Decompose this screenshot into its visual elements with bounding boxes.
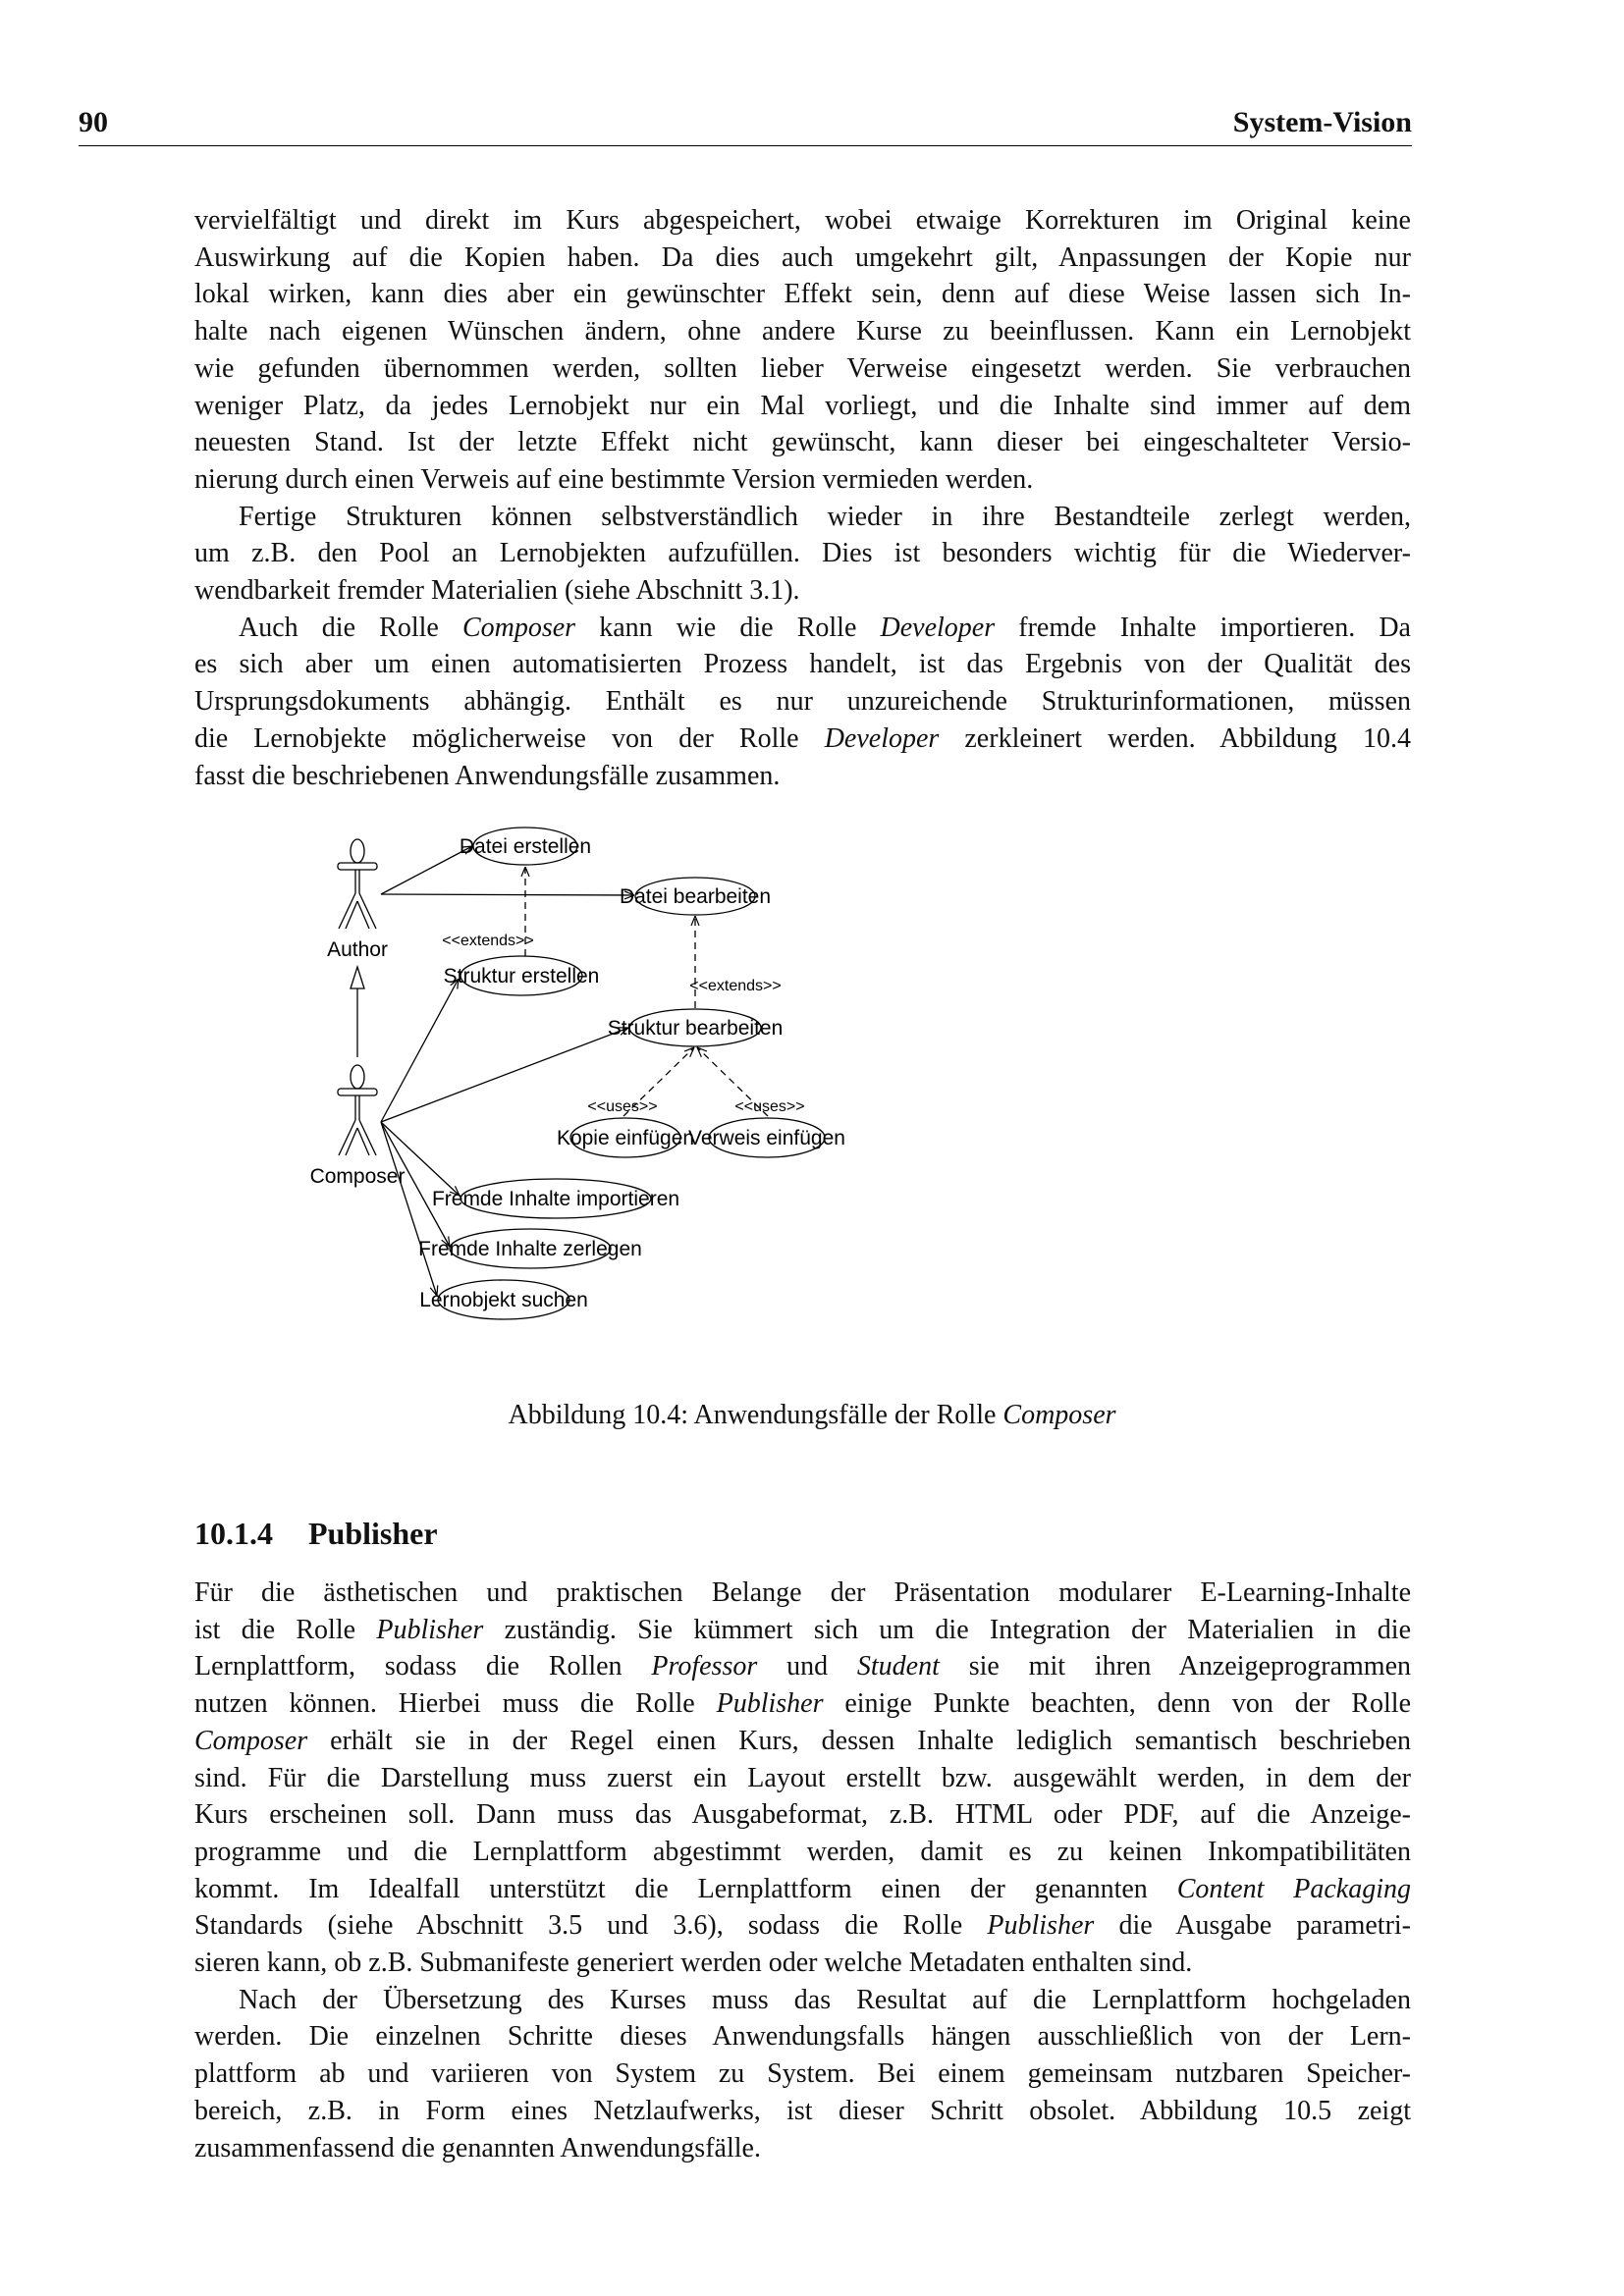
text-line — [194, 1908, 1411, 1944]
text-segment: es sich aber um einen automatisierten Prozess handelt, ist das Ergebnis von der Qualität des — [194, 649, 1411, 680]
text-segment: bereich, z.B. in Form eines Netzlaufwerks, ist dieser Schritt obsolet. Abbildung 10.5 zeigt — [194, 2095, 1411, 2126]
text-segment: Standards (siehe Abschnitt 3.5 und 3.6), sodass die Rolle — [194, 1910, 988, 1942]
text-segment: kommt. Im Idealfall unterstützt die Lernplattform einen der genannten — [194, 1873, 1177, 1904]
emphasis-text: Professor — [651, 1651, 758, 1682]
text-segment: nutzen können. Hierbei muss die Rolle — [194, 1688, 717, 1720]
text-line — [194, 1575, 1411, 1611]
text-line — [194, 1946, 1411, 1981]
emphasis-text: Composer — [461, 612, 576, 643]
text-line — [194, 1613, 1411, 1648]
text-segment: werden. Die einzelnen Schritte dieses Anwendungsfalls hängen ausschließlich von der Lern- — [194, 2021, 1411, 2053]
label-verweis-einfuegen: Verweis einfügen — [688, 1127, 845, 1149]
text-segment: Ursprungsdokuments abhängig. Enthält es nur unzureichende Strukturinformationen, müssen — [194, 686, 1411, 718]
uses-label-kopie: <<uses>> — [587, 1098, 658, 1115]
text-segment: nierung durch einen Verweis auf eine bestimmte Version vermieden werden. — [194, 463, 1034, 495]
uses-label-verweis: <<uses>> — [734, 1098, 805, 1115]
text-segment: lokal wirken, kann dies aber ein gewünschter Effekt sein, denn auf diese Weise lassen sich In- — [194, 279, 1411, 310]
text-segment: sie mit ihren Anzeigeprogrammen — [939, 1651, 1412, 1682]
text-line — [194, 1761, 1411, 1796]
extends-label-2: <<extends>> — [689, 978, 782, 994]
text-segment: einige Punkte beachten, denn von der Rolle — [823, 1688, 1411, 1720]
section-number: 10.1.4 — [194, 1516, 273, 1551]
text-segment: fasst die beschriebenen Anwendungsfälle zusammen. — [194, 760, 781, 791]
label-kopie-einfuegen: Kopie einfügen — [556, 1127, 695, 1149]
text-line — [194, 2019, 1411, 2055]
text-segment: sieren kann, ob z.B. Submanifeste generiert werden oder welche Metadaten enthalten sind. — [194, 1948, 1193, 1978]
actor-label-composer: Composer — [309, 1165, 406, 1188]
text-line — [194, 1649, 1411, 1684]
text-segment: Lernplattform, sodass die Rollen — [194, 1651, 652, 1682]
text-segment: programme und die Lernplattform abgestimmt werden, damit es zu keinen Inkompatibilitäten — [194, 1836, 1411, 1867]
text-segment: kann wie die Rolle — [575, 612, 881, 643]
text-segment: ist die Rolle — [194, 1614, 377, 1645]
text-line — [194, 1872, 1411, 1907]
emphasis-text: Developer — [880, 612, 996, 643]
label-datei-bearbeiten: Datei bearbeiten — [619, 885, 772, 908]
actor-label-author: Author — [327, 938, 388, 961]
text-segment: vervielfältigt und direkt im Kurs abgespeichert, wobei etwaige Korrekturen im Original keine — [194, 205, 1411, 236]
assoc-author-datei-bearbeiten — [381, 894, 634, 895]
label-datei-erstellen: Datei erstellen — [459, 835, 592, 858]
text-segment: zusammenfassend die genannten Anwendungsfälle. — [194, 2132, 761, 2163]
label-struktur-erstellen: Struktur erstellen — [443, 965, 600, 988]
caption-text: Abbildung 10.4: Anwendungsfälle der Rolle — [508, 1400, 1003, 1430]
text-segment: Für die ästhetischen und praktischen Belange der Präsentation modularer E-Learning-Inhalte — [194, 1577, 1411, 1608]
text-segment: Auch die Rolle — [239, 612, 462, 643]
text-line — [239, 1983, 1411, 2018]
text-segment: die Ausgabe parametri- — [1094, 1910, 1411, 1942]
section-heading — [194, 1516, 438, 1552]
text-segment: Fertige Strukturen können selbstverständlich wieder in ihre Bestandteile zerlegt werden, — [239, 501, 1411, 532]
text-segment: neuesten Stand. Ist der letzte Effekt nicht gewünscht, kann dieser bei eingeschalteter Versio- — [194, 427, 1411, 458]
text-segment: halte nach eigenen Wünschen ändern, ohne andere Kurse zu beeinflussen. Kann ein Lernobjekt — [194, 316, 1411, 347]
text-segment: sind. Für die Darstellung muss zuerst ein Layout erstellt bzw. ausgewählt werden, in dem der — [194, 1762, 1411, 1793]
composer-actor-icon — [338, 1065, 377, 1155]
emphasis-text: Publisher — [987, 1910, 1095, 1942]
label-struktur-bearbeiten: Struktur bearbeiten — [607, 1017, 784, 1040]
emphasis-text: Developer — [824, 722, 940, 754]
text-line — [194, 1797, 1411, 1833]
author-actor-icon — [338, 839, 377, 929]
figure-caption — [0, 1400, 1624, 1431]
text-segment: zuständig. Sie kümmert sich um die Integration der Materialien in die — [483, 1614, 1411, 1645]
text-line — [194, 1686, 1411, 1722]
text-segment: die Lernobjekte möglicherweise von der Rolle — [194, 722, 825, 754]
emphasis-text: Publisher — [376, 1614, 484, 1645]
text-line — [194, 2131, 1411, 2166]
generalization-arrow — [351, 967, 364, 1057]
text-segment: wie gefunden übernommen werden, sollten lieber Verweise eingesetzt werden. Sie verbrauchen — [194, 352, 1411, 384]
text-segment: wendbarkeit fremder Materialien (siehe Abschnitt 3.1). — [194, 575, 800, 606]
text-segment: zerkleinert werden. Abbildung 10.4 — [939, 722, 1411, 754]
emphasis-text: Publisher — [716, 1688, 824, 1720]
extends-label-1: <<extends>> — [442, 933, 534, 949]
emphasis-text: Content Packaging — [1176, 1873, 1412, 1904]
section-title: Publisher — [308, 1516, 438, 1551]
text-segment: weniger Platz, da jedes Lernobjekt nur ein Mal vorliegt, und die Inhalte sind immer auf dem — [194, 390, 1411, 421]
label-lernobjekt-suchen: Lernobjekt suchen — [419, 1289, 588, 1311]
text-segment: erhält sie in der Regel einen Kurs, dessen Inhalte lediglich semantisch beschrieben — [307, 1725, 1411, 1756]
text-line — [194, 2094, 1411, 2129]
running-header: System-Vision — [1232, 106, 1412, 138]
label-fremde-importieren: Fremde Inhalte importieren — [431, 1188, 680, 1210]
text-line — [194, 2056, 1411, 2092]
assoc-composer-struktur-erstellen — [381, 979, 459, 1122]
text-segment: Auswirkung auf die Kopien haben. Da dies auch umgekehrt gilt, Anpassungen der Kopie nur — [194, 241, 1411, 273]
text-segment: fremde Inhalte importieren. Da — [995, 612, 1411, 643]
text-segment: Nach der Übersetzung des Kurses muss das Resultat auf die Lernplattform hochgeladen — [239, 1984, 1411, 2015]
text-segment: Kurs erscheinen soll. Dann muss das Ausgabeformat, z.B. HTML oder PDF, auf die Anzeige- — [194, 1799, 1411, 1831]
text-segment: um z.B. den Pool an Lernobjekten aufzufüllen. Dies ist besonders wichtig für die Wiederver- — [194, 538, 1411, 569]
text-line — [194, 1724, 1411, 1759]
text-segment: plattform ab und variieren von System zu System. Bei einem gemeinsam nutzbaren Speicher- — [194, 2058, 1411, 2090]
emphasis-text: Composer — [194, 1725, 308, 1756]
text-segment: und — [757, 1651, 857, 1682]
emphasis-text: Student — [856, 1651, 940, 1682]
page-number: 90 — [79, 106, 108, 138]
label-fremde-zerlegen: Fremde Inhalte zerlegen — [418, 1238, 642, 1260]
text-line — [194, 1835, 1411, 1870]
caption-italic: Composer — [1002, 1400, 1116, 1430]
